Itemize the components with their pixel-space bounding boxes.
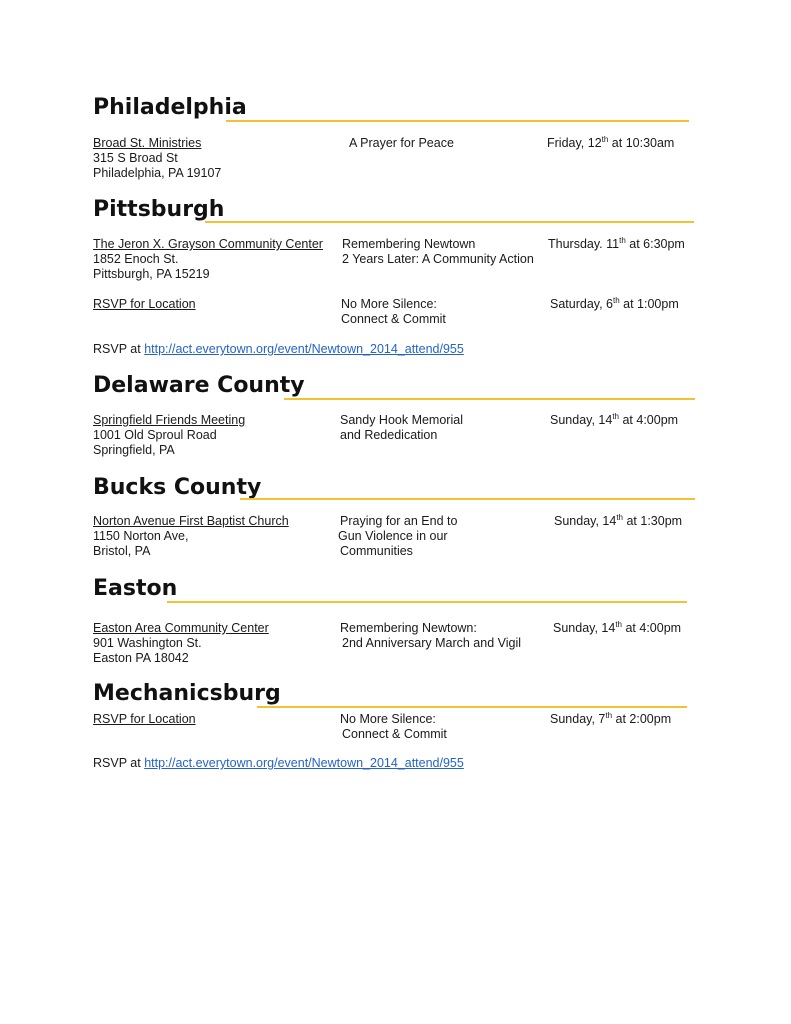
venue-link[interactable]: Norton Avenue First Baptist Church (93, 514, 289, 528)
heading-rule (226, 120, 689, 122)
event-subtitle: 2nd Anniversary March and Vigil (342, 636, 522, 650)
heading-mechanicsburg: Mechanicsburg (93, 681, 281, 706)
heading-bucks-county: Bucks County (93, 475, 262, 500)
event-datetime: Sunday, 14th at 4:00pm (550, 411, 679, 427)
event-datetime: Sunday, 7th at 2:00pm (550, 710, 672, 726)
event-datetime: Thursday. 11th at 6:30pm (548, 235, 685, 251)
venue-address: 1852 Enoch St. (93, 252, 179, 266)
venue-link[interactable]: Broad St. Ministries (93, 136, 202, 150)
event-subtitle: and Rededication (340, 428, 438, 442)
event-title: Remembering Newtown (342, 237, 476, 251)
event-subtitle: Gun Violence in our (338, 529, 448, 543)
heading-philadelphia: Philadelphia (93, 95, 247, 120)
heading-rule (257, 706, 687, 708)
event-title: Praying for an End to (340, 514, 458, 528)
venue-city: Philadelphia, PA 19107 (93, 166, 222, 180)
venue-link[interactable]: Easton Area Community Center (93, 621, 269, 635)
rsvp-line: RSVP at http://act.everytown.org/event/Newtown_2014_attend/955 (93, 342, 464, 356)
venue-address: 315 S Broad St (93, 151, 178, 165)
heading-easton: Easton (93, 576, 178, 601)
venue-city: Easton PA 18042 (93, 651, 189, 665)
event-title: Sandy Hook Memorial (340, 413, 463, 427)
venue-address: 1150 Norton Ave, (93, 529, 189, 543)
venue-link[interactable]: The Jeron X. Grayson Community Center (93, 237, 323, 251)
event-title: No More Silence: (340, 712, 436, 726)
venue-city: Bristol, PA (93, 544, 151, 558)
venue-address: 901 Washington St. (93, 636, 202, 650)
venue-city: Springfield, PA (93, 443, 175, 457)
event-datetime: Friday, 12th at 10:30am (547, 134, 675, 150)
rsvp-url-link[interactable]: http://act.everytown.org/event/Newtown_2014_attend/955 (144, 756, 464, 770)
venue-link[interactable]: Springfield Friends Meeting (93, 413, 246, 427)
event-subtitle: Connect & Commit (341, 312, 446, 326)
venue-city: Pittsburgh, PA 15219 (93, 267, 210, 281)
event-datetime: Sunday, 14th at 4:00pm (553, 619, 682, 635)
event-datetime: Sunday, 14th at 1:30pm (554, 512, 683, 528)
rsvp-location-link[interactable]: RSVP for Location (93, 712, 196, 726)
rsvp-location-link[interactable]: RSVP for Location (93, 297, 196, 311)
heading-rule (240, 498, 695, 500)
heading-rule (284, 398, 695, 400)
venue-address: 1001 Old Sproul Road (93, 428, 217, 442)
event-title: Remembering Newtown: (340, 621, 477, 635)
event-subtitle: Connect & Commit (342, 727, 447, 741)
heading-rule (167, 601, 687, 603)
event-subtitle: Communities (340, 544, 413, 558)
rsvp-url-link[interactable]: http://act.everytown.org/event/Newtown_2014_attend/955 (144, 342, 464, 356)
rsvp-line: RSVP at http://act.everytown.org/event/Newtown_2014_attend/955 (93, 756, 464, 770)
heading-delaware-county: Delaware County (93, 373, 305, 398)
event-title: A Prayer for Peace (349, 136, 454, 150)
event-subtitle: 2 Years Later: A Community Action (342, 252, 534, 266)
heading-pittsburgh: Pittsburgh (93, 197, 225, 222)
event-datetime: Saturday, 6th at 1:00pm (550, 295, 679, 311)
heading-rule (205, 221, 694, 223)
event-title: No More Silence: (341, 297, 437, 311)
